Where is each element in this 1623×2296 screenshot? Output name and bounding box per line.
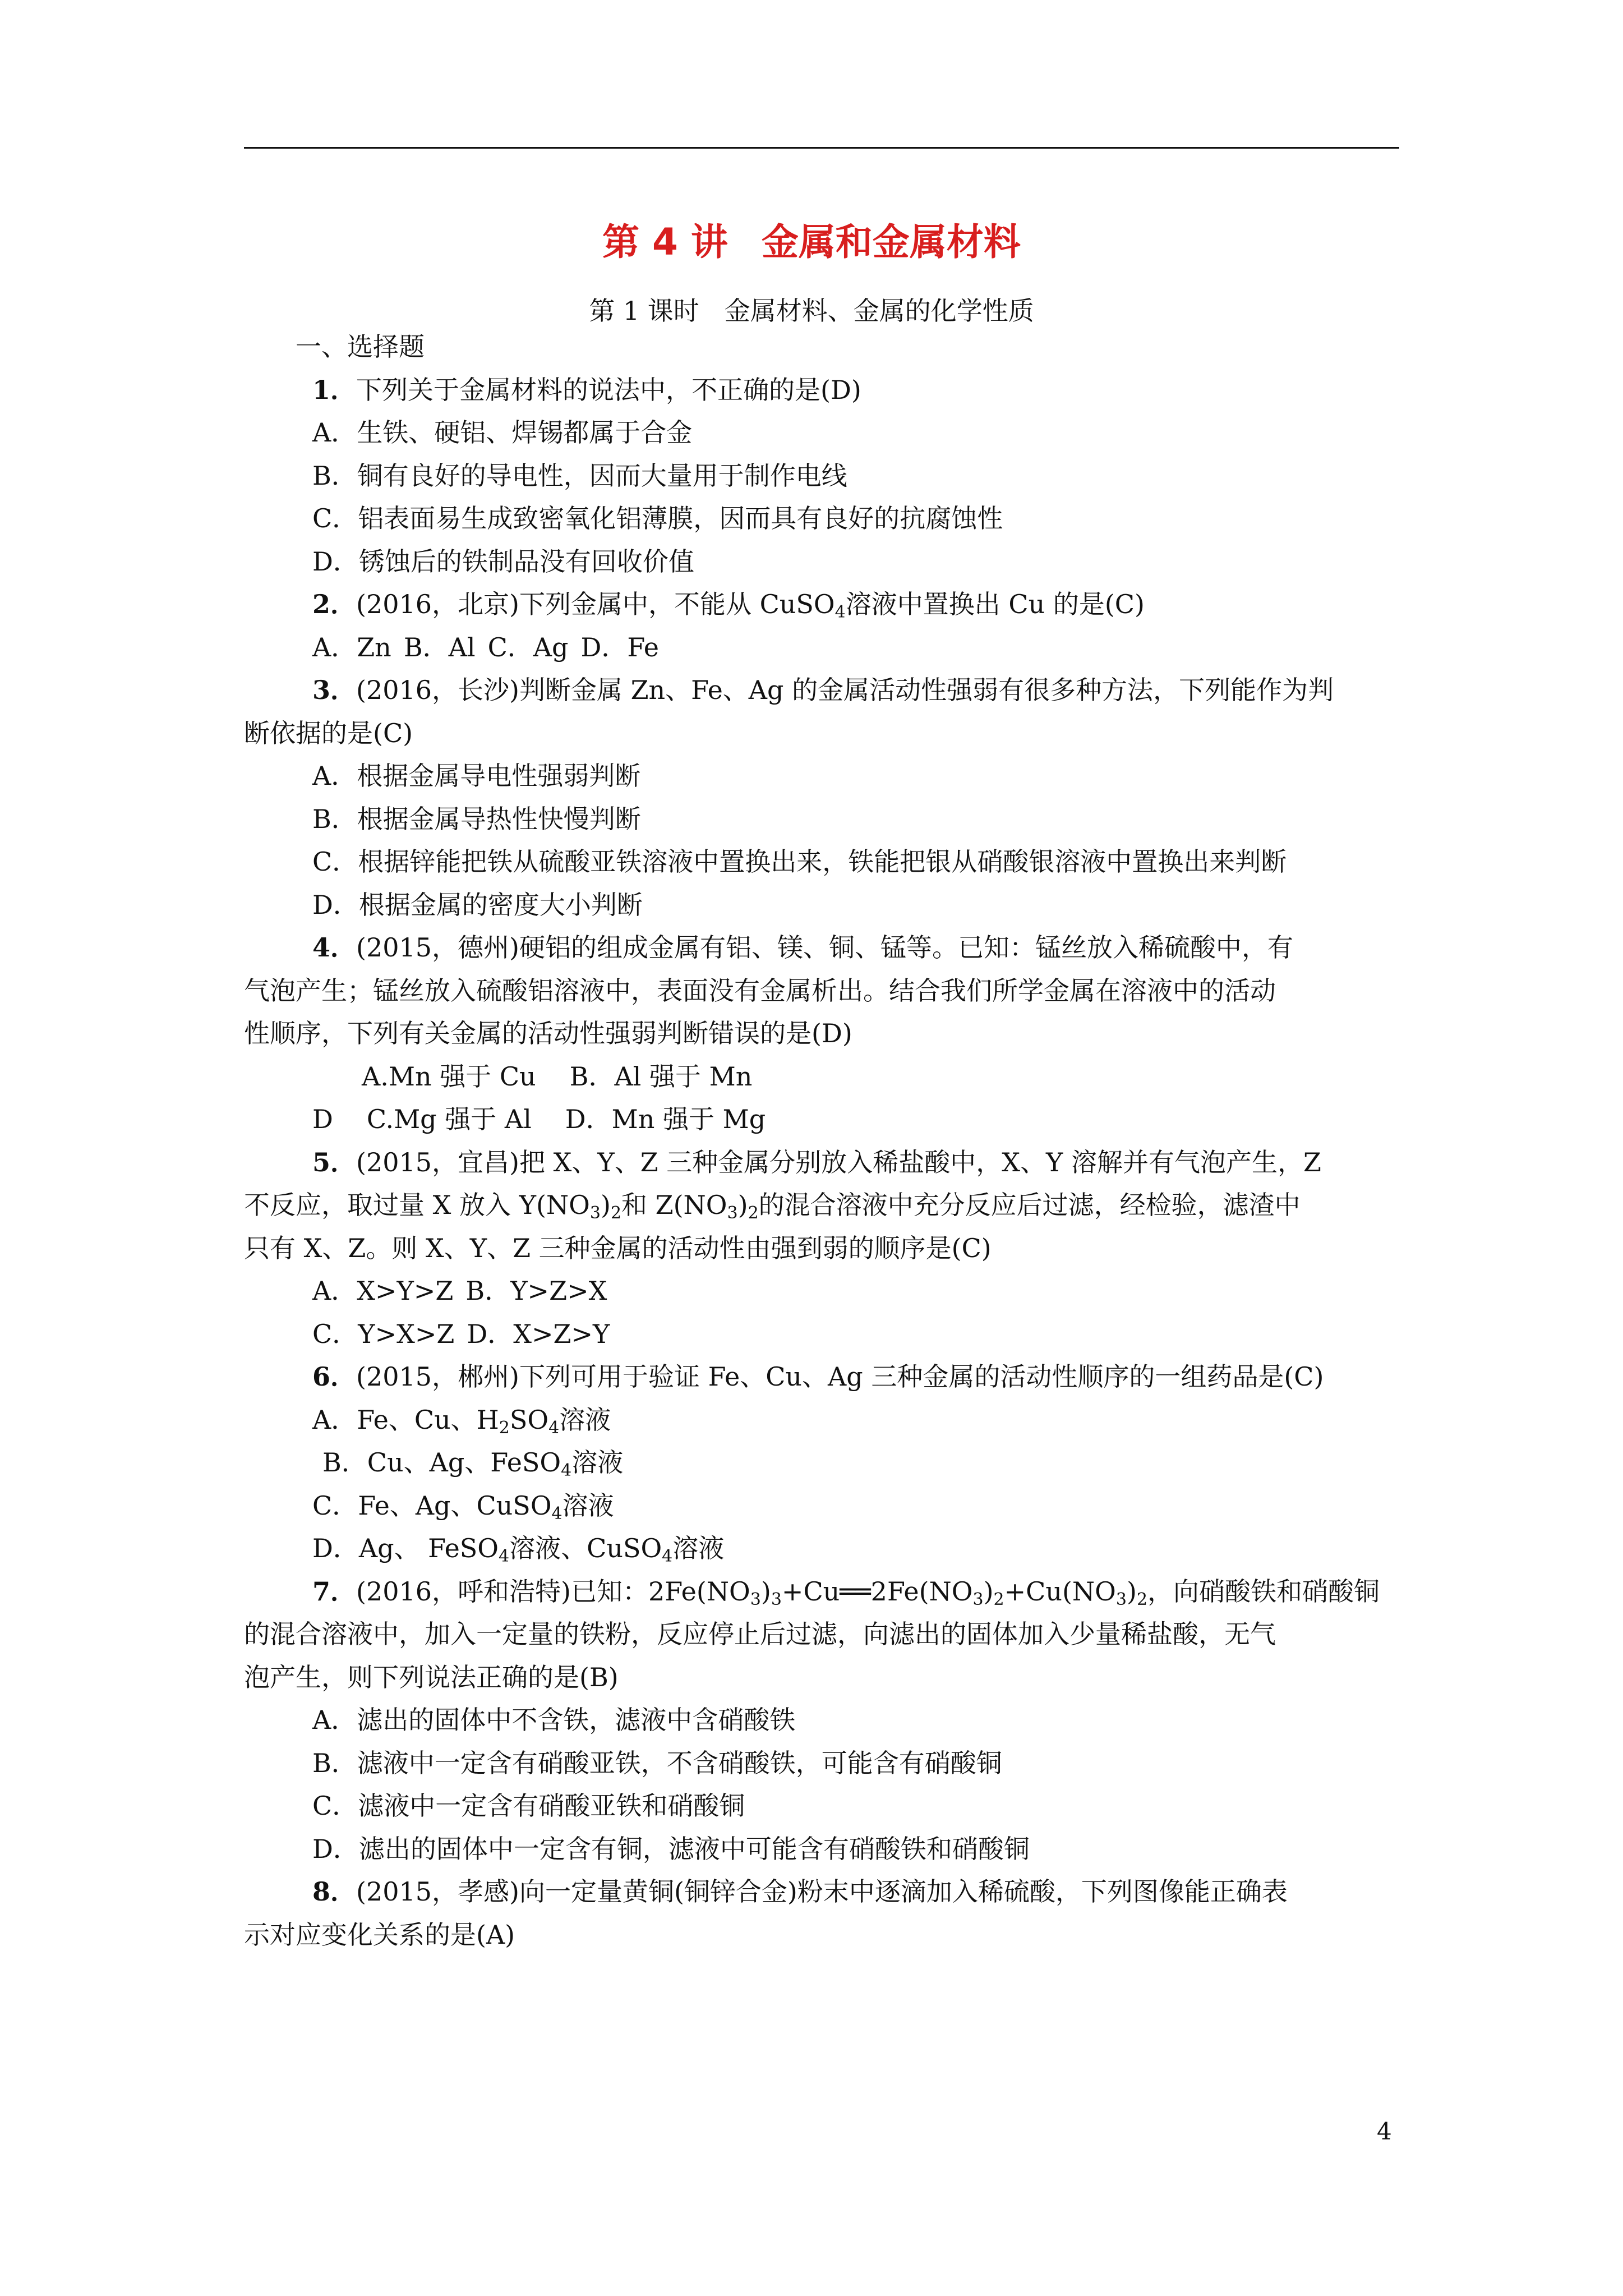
question-2-option-c: C．Ag — [487, 632, 569, 662]
question-6-option-d: D．Ag、 FeSO$_4$溶液、CuSO$_4$溶液 — [312, 1533, 725, 1566]
question-4-stem-line2: 气泡产生；锰丝放入硫酸铝溶液中，表面没有金属析出。结合我们所学金属在溶液中的活动 — [244, 975, 1276, 1006]
question-list — [244, 325, 1399, 1956]
question-4-option-c: C.Mg 强于 Al — [366, 1104, 532, 1134]
question-4-option-d: D．Mn 强于 Mg — [565, 1104, 766, 1134]
question-6-stem: 6．(2015，郴州)下列可用于验证 Fe、Cu、Ag 三种金属的活动性顺序的一组药品是(C) — [312, 1361, 1324, 1392]
question-1-option-c: C．铝表面易生成致密氧化铝薄膜，因而具有良好的抗腐蚀性 — [312, 503, 1003, 533]
question-4-options-cd — [244, 1098, 1399, 1141]
question-1-stem: 1．下列关于金属材料的说法中，不正确的是(D) — [312, 374, 861, 405]
question-7-option-a: A．滤出的固体中不含铁，滤液中含硝酸铁 — [312, 1705, 796, 1735]
question-7-option-d: D．滤出的固体中一定含有铜，滤液中可能含有硝酸铁和硝酸铜 — [312, 1833, 1030, 1864]
subtitle-topic: 金属材料、金属的化学性质 — [724, 296, 1034, 326]
subtitle-lesson: 第 1 课时 — [589, 296, 699, 326]
question-4-option-a: A.Mn 强于 Cu — [362, 1061, 536, 1092]
page-subtitle — [0, 291, 1623, 328]
question-2-option-b: B．Al — [403, 632, 476, 662]
question-7-option-b: B．滤液中一定含有硝酸亚铁，不含硝酸铁，可能含有硝酸铜 — [312, 1747, 1002, 1778]
question-2-options — [244, 626, 1399, 669]
question-5-option-d: D．X>Z>Y — [467, 1318, 610, 1349]
question-5-option-a: A．X>Y>Z — [312, 1276, 454, 1306]
question-7-option-c: C．滤液中一定含有硝酸亚铁和硝酸铜 — [312, 1791, 745, 1821]
question-4-stem-line1: 4．(2015，德州)硬铝的组成金属有铝、镁、铜、锰等。已知：锰丝放入稀硫酸中，有 — [312, 932, 1293, 963]
question-7-stem-line2: 的混合溶液中，加入一定量的铁粉，反应停止后过滤，向滤出的固体加入少量稀盐酸，无气 — [244, 1619, 1276, 1649]
page-title — [0, 212, 1623, 265]
question-4-stem-line3: 性顺序，下列有关金属的活动性强弱判断错误的是(D) — [244, 1018, 852, 1048]
header-rule — [244, 147, 1399, 149]
question-3-stem-line2: 断依据的是(C) — [244, 717, 413, 748]
question-5-option-b: B．Y>Z>X — [465, 1276, 607, 1306]
question-5-stem-line2: 不反应，取过量 X 放入 $Y(NO_3)_2$和 $Z(NO_3)_2$的混合溶液中充分反应后过滤，经检验，滤渣中 — [244, 1190, 1301, 1223]
page-number: 4 — [1377, 2118, 1392, 2145]
question-2-option-a: A．Zn — [312, 632, 391, 662]
section-heading: 一、选择题 — [296, 332, 425, 362]
question-4-option-b: B．Al 强于 Mn — [569, 1061, 753, 1092]
question-7-stem-line3: 泡产生，则下列说法正确的是(B) — [244, 1662, 619, 1692]
question-2-stem: 2．(2016，北京)下列金属中，不能从 CuSO$_4$溶液中置换出 Cu 的是(C) — [312, 589, 1145, 622]
question-4-answer-mark: D — [312, 1104, 333, 1134]
title-lecture: 第 4 讲 — [602, 220, 728, 264]
question-6-option-a: A．Fe、Cu、$H_2SO_4$溶液 — [312, 1404, 611, 1438]
question-3-option-a: A．根据金属导电性强弱判断 — [312, 761, 641, 791]
question-8-stem-line2: 示对应变化关系的是(A) — [244, 1919, 515, 1950]
question-3-option-b: B．根据金属导热性快慢判断 — [312, 803, 641, 834]
question-1-option-d: D．锈蚀后的铁制品没有回收价值 — [312, 546, 694, 577]
question-2-option-d: D．Fe — [580, 632, 659, 662]
question-8-stem-line1: 8．(2015，孝感)向一定量黄铜(铜锌合金)粉末中逐滴加入稀硫酸，下列图像能正确表 — [312, 1876, 1288, 1907]
question-5-stem-line1: 5．(2015，宜昌)把 X、Y、Z 三种金属分别放入稀盐酸中，X、Y 溶解并有气泡产生，Z — [312, 1147, 1321, 1177]
question-3-option-c: C．根据锌能把铁从硫酸亚铁溶液中置换出来，铁能把银从硝酸银溶液中置换出来判断 — [312, 846, 1287, 877]
title-topic: 金属和金属材料 — [761, 220, 1021, 264]
question-1-option-a: A．生铁、硬铝、焊锡都属于合金 — [312, 417, 693, 448]
question-5-option-c: C．Y>X>Z — [312, 1318, 455, 1349]
question-5-options-cd — [244, 1313, 1399, 1356]
question-4-options-ab — [244, 1055, 1399, 1098]
question-7-stem-line1: 7．(2016，呼和浩特)已知：$2Fe(NO_3)_3+Cu══2Fe(NO_3)_2+Cu(NO_3)_2$，向硝酸铁和硝酸铜 — [312, 1576, 1380, 1609]
question-5-options-ab — [244, 1269, 1399, 1313]
question-3-option-d: D．根据金属的密度大小判断 — [312, 889, 643, 920]
question-3-stem-line1: 3．(2016，长沙)判断金属 Zn、Fe、Ag 的金属活动性强弱有很多种方法，下列能作为判 — [312, 675, 1334, 705]
question-1-option-b: B．铜有良好的导电性，因而大量用于制作电线 — [312, 460, 847, 491]
question-6-option-b: B．Cu、Ag、FeSO$_4$溶液 — [322, 1447, 624, 1480]
question-5-stem-line3: 只有 X、Z。则 X、Y、Z 三种金属的活动性由强到弱的顺序是(C) — [244, 1232, 992, 1263]
question-6-option-c: C．Fe、Ag、CuSO$_4$溶液 — [312, 1490, 614, 1524]
